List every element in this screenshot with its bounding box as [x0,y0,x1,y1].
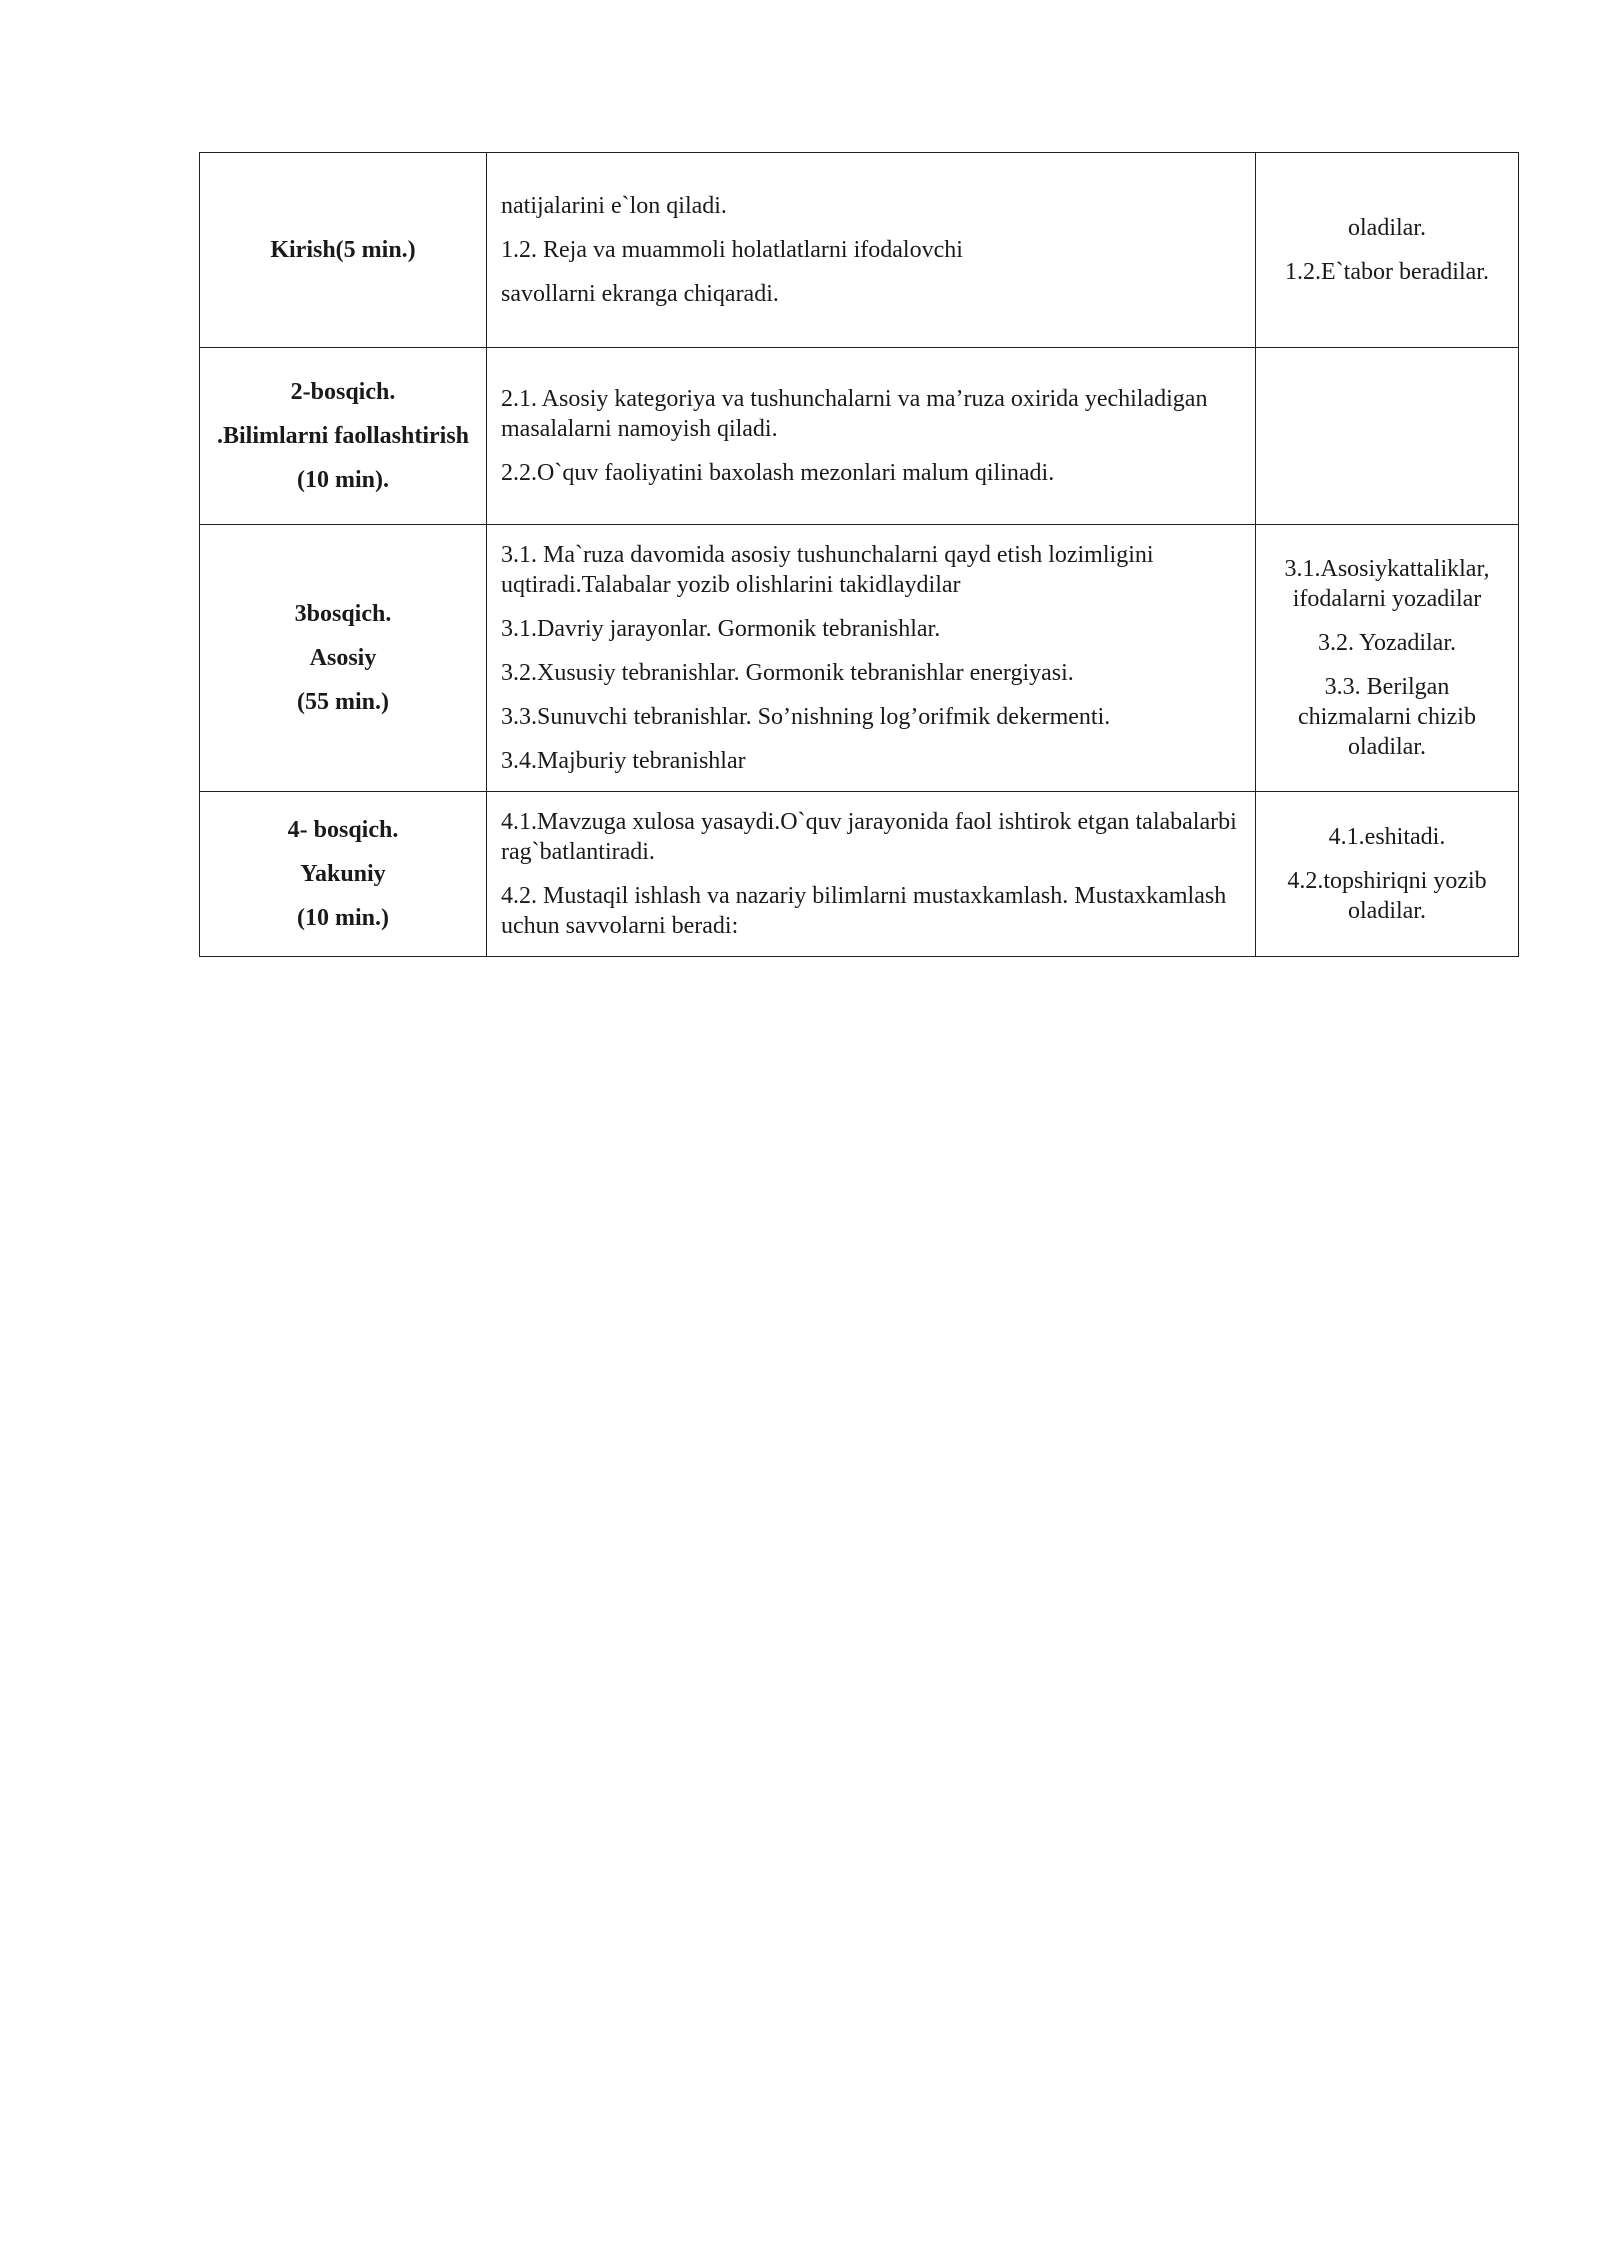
teacher-activity-line: 4.2. Mustaqil ishlash va nazariy bilimlarni mustaxkamlash. Mustaxkamlash uchun savvolarni beradi: [501,883,1227,939]
student-activity-cell [1256,792,1519,957]
student-activity-line: oladilar. [1348,215,1426,241]
teacher-activity-line: 4.1.Mavzuga xulosa yasaydi.O`quv jarayonida faol ishtirok etgan talabalarbi rag`batlantiradi. [501,809,1237,865]
student-activity-line: 3.1.Asosiykattaliklar, ifodalarni yozadilar [1284,556,1490,612]
teacher-activity-line: savollarni ekranga chiqaradi. [501,281,779,307]
stage-label: 2-bosqich. [290,379,396,405]
table-row-stage-1 [200,153,1519,348]
teacher-activity-cell [487,525,1256,792]
student-activity-line: 4.1.eshitadi. [1328,824,1446,850]
teacher-activity-line: 2.1. Asosiy kategoriya va tushunchalarni va ma’ruza oxirida yechiladigan masalalarni namoyish qiladi. [501,386,1208,442]
student-activity-cell [1256,153,1519,348]
stage-duration: (55 min.) [297,689,389,715]
student-activity-line: 1.2.E`tabor beradilar. [1285,259,1489,285]
teacher-activity-line: 3.2.Xususiy tebranishlar. Gormonik tebranishlar energiyasi. [501,660,1074,686]
teacher-activity-line: natijalarini e`lon qiladi. [501,193,727,219]
teacher-activity-cell [487,153,1256,348]
stage-cell [200,792,487,957]
teacher-activity-line: 3.1. Ma`ruza davomida asosiy tushunchalarni qayd etish lozimligini uqtiradi.Talabalar yozib olishlarini takidlaydilar [501,542,1154,598]
stage-title: .Bilimlarni faollashtirish [216,423,470,449]
stage-label: Kirish(5 min.) [270,237,416,263]
teacher-activity-line: 3.3.Sunuvchi tebranishlar. So’nishning log’orifmik dekermenti. [501,704,1111,730]
lesson-plan-table [199,152,1519,957]
stage-duration: (10 min.) [297,905,389,931]
teacher-activity-line: 1.2. Reja va muammoli holatlatlarni ifodalovchi [501,237,963,263]
student-activity-cell [1256,525,1519,792]
teacher-activity-line: 3.4.Majburiy tebranishlar [501,748,746,774]
teacher-activity-line: 2.2.O`quv faoliyatini baxolash mezonlari malum qilinadi. [501,460,1055,486]
stage-label: 3bosqich. [294,601,392,627]
stage-label: 4- bosqich. [287,817,399,843]
student-activity-cell [1256,348,1519,525]
stage-title: Yakuniy [300,861,386,887]
table-row-stage-3 [200,525,1519,792]
table-row-stage-4 [200,792,1519,957]
stage-title: Asosiy [309,645,377,671]
student-activity-line: 4.2.topshiriqni yozib oladilar. [1287,868,1487,924]
student-activity-line: 3.2. Yozadilar. [1318,630,1456,656]
teacher-activity-line: 3.1.Davriy jarayonlar. Gormonik tebranishlar. [501,616,941,642]
teacher-activity-cell [487,348,1256,525]
stage-cell [200,348,487,525]
teacher-activity-cell [487,792,1256,957]
student-activity-line: 3.3. Berilgan chizmalarni chizib oladilar. [1298,674,1476,760]
stage-cell [200,153,487,348]
table-row-stage-2 [200,348,1519,525]
stage-cell [200,525,487,792]
stage-duration: (10 min). [297,467,389,493]
